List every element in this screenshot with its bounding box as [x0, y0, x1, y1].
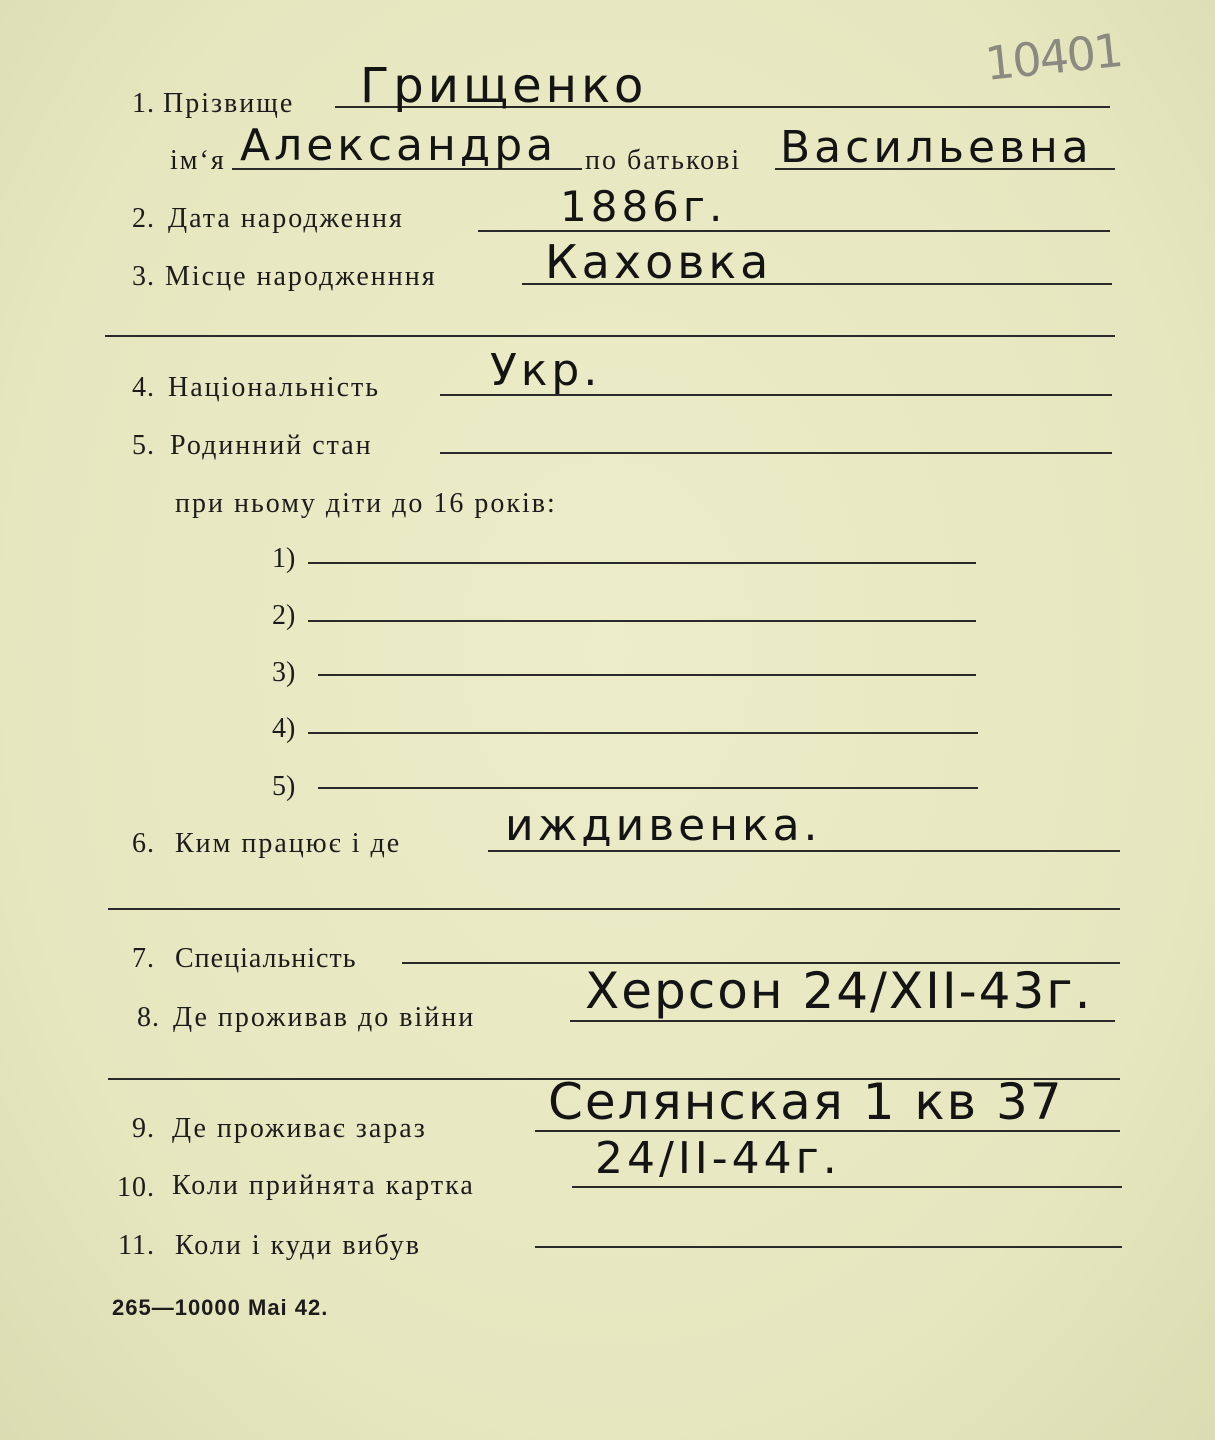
- field-7-number: 7.: [132, 943, 155, 974]
- departed-line: [535, 1246, 1122, 1248]
- current-residence-value: Селянская 1 кв 37: [548, 1073, 1064, 1131]
- surname-label: Прізвище: [163, 88, 295, 119]
- nationality-label: Національність: [168, 372, 381, 403]
- card-accepted-label: Коли прийнята картка: [172, 1170, 475, 1201]
- field-1-number: 1.: [132, 88, 155, 119]
- field-4-number: 4.: [132, 372, 155, 403]
- patronymic-value: Васильевна: [780, 122, 1093, 173]
- child-4-label: 4): [272, 713, 296, 744]
- field-2-number: 2.: [132, 203, 155, 234]
- nationality-value: Укр.: [490, 345, 602, 396]
- birth-date-value: 1886г.: [560, 182, 727, 231]
- patronymic-label: по батькові: [585, 145, 742, 176]
- card-accepted-line: [572, 1186, 1122, 1188]
- child-3-line: [318, 674, 976, 676]
- speciality-label: Спеціальність: [175, 943, 357, 974]
- field-10-number: 10.: [117, 1172, 155, 1203]
- field-5-number: 5.: [132, 430, 155, 461]
- field-9-number: 9.: [132, 1113, 155, 1144]
- occupation-label: Ким працює і де: [175, 828, 402, 859]
- child-2-label: 2): [272, 600, 296, 631]
- archive-number: 10401: [982, 23, 1124, 91]
- card-accepted-value: 24/II-44г.: [595, 1133, 841, 1184]
- field-3-number: 3.: [132, 261, 155, 292]
- print-run-note: 265—10000 Mai 42.: [112, 1295, 329, 1320]
- prewar-residence-line: [570, 1020, 1115, 1022]
- prewar-residence-value: Херсон 24/XII-43г.: [585, 962, 1093, 1020]
- marital-status-line: [440, 452, 1112, 454]
- field-11-number: 11.: [118, 1230, 155, 1261]
- first-name-value: Александра: [240, 120, 558, 171]
- current-residence-label: Де проживає зараз: [172, 1113, 427, 1144]
- child-2-line: [308, 620, 976, 622]
- marital-status-label: Родинний стан: [170, 430, 373, 461]
- departed-label: Коли і куди вибув: [175, 1230, 421, 1261]
- field-8-number: 8.: [137, 1002, 160, 1033]
- first-name-label: ім‘я: [170, 145, 226, 176]
- child-4-line: [308, 732, 978, 734]
- field-6-number: 6.: [132, 828, 155, 859]
- birth-date-label: Дата народження: [168, 203, 404, 234]
- child-1-line: [308, 562, 976, 564]
- child-5-label: 5): [272, 771, 296, 802]
- birth-place-label: Місце народженння: [165, 261, 437, 292]
- child-5-line: [318, 787, 978, 789]
- child-3-label: 3): [272, 657, 296, 688]
- surname-value: Грищенко: [360, 58, 648, 114]
- birth-place-value: Каховка: [545, 235, 773, 289]
- blank-line-6: [108, 908, 1120, 910]
- children-heading: при ньому діти до 16 років:: [175, 488, 557, 519]
- prewar-residence-label: Де проживав до війни: [173, 1002, 476, 1033]
- child-1-label: 1): [272, 543, 296, 574]
- blank-line-3: [105, 335, 1115, 337]
- occupation-value: иждивенка.: [505, 800, 822, 851]
